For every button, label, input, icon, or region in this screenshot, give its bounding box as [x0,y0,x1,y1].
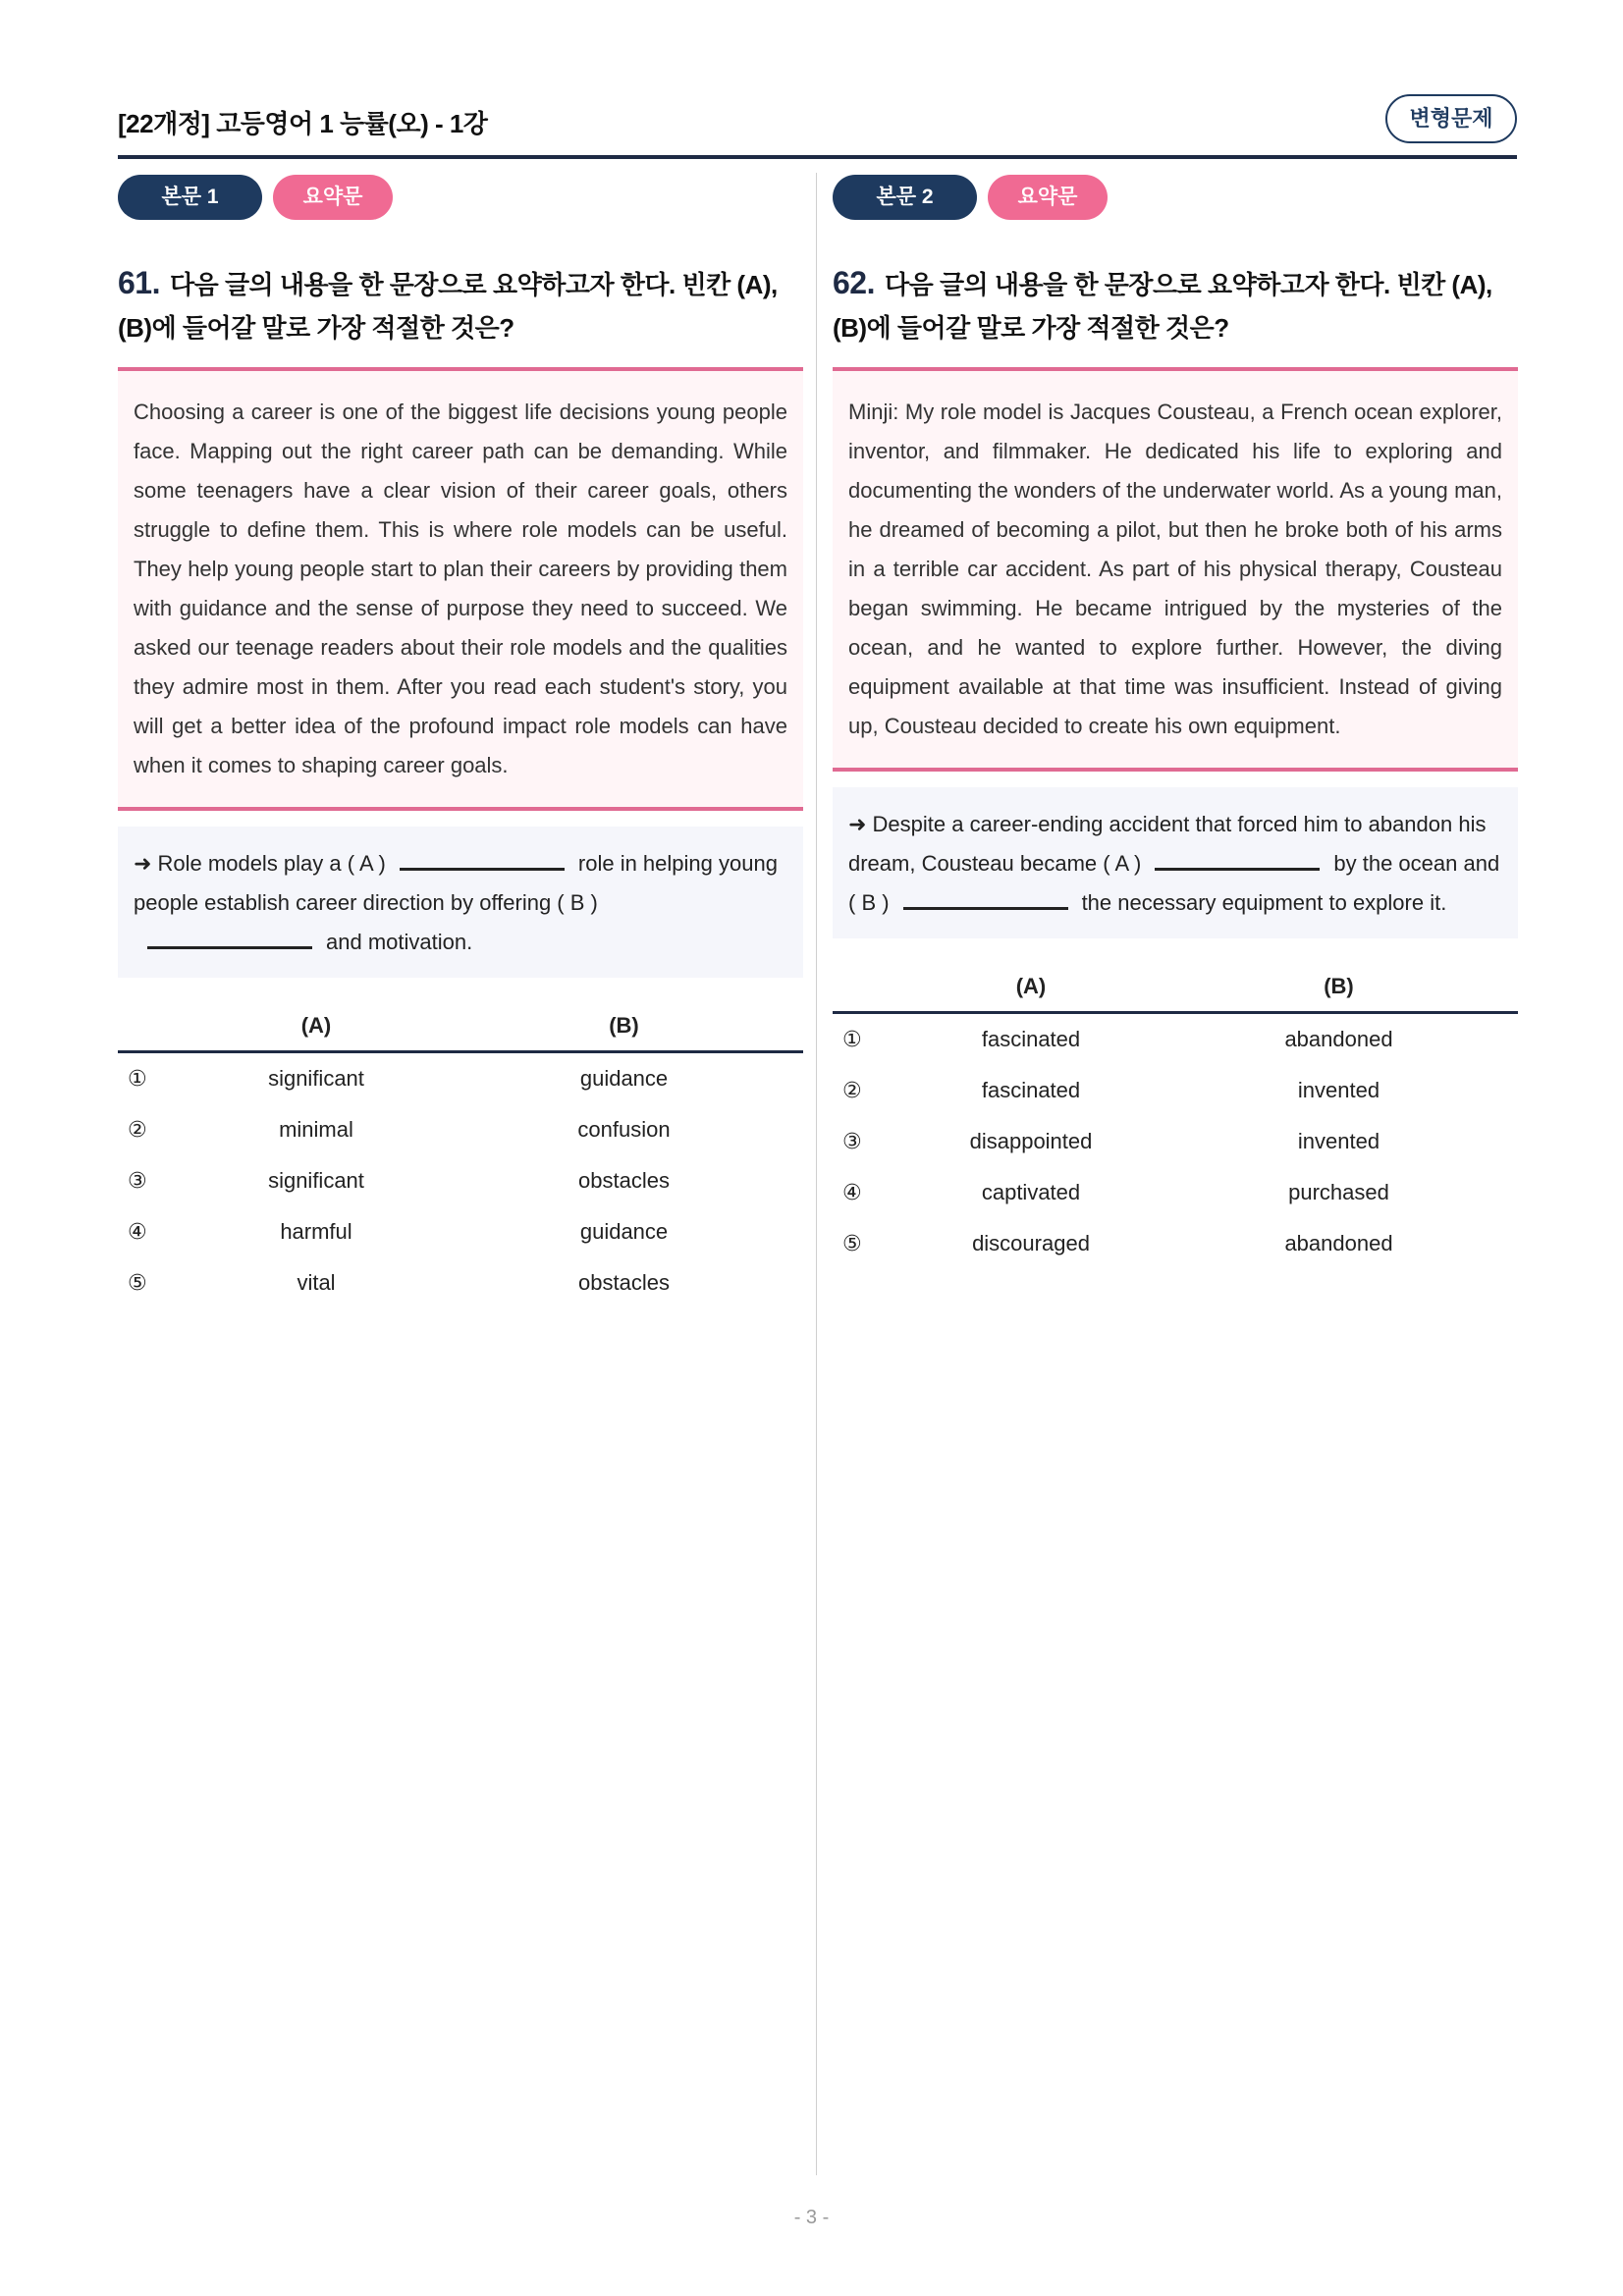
header-divider [118,155,1517,159]
choice-row[interactable] [118,1206,803,1257]
choice-a: vital [297,1270,336,1295]
page-number: - 3 - [793,2207,830,2228]
blank-a [1155,868,1320,871]
choice-row[interactable] [833,1116,1518,1167]
summary-text-1: ➜ Role models play a ( A ) [134,851,386,876]
blank-b [903,907,1068,910]
column-header-b: (B) [445,1001,803,1052]
choice-b: guidance [579,1066,669,1091]
choice-row[interactable] [833,1218,1518,1269]
question-prompt [833,261,1518,349]
summary-text-2: role in helping young people establish career direction by offering ( B ) [134,851,778,915]
summary-text-1: ➜ Despite a career-ending accident that forced him to abandon his dream, Cousteau became ( A ) [848,812,1487,876]
choice-b: confusion [577,1117,671,1142]
choice-number: ④ [128,1219,147,1245]
worksheet-title: [22개정] 고등영어 1 능률(오) - 1강 [118,109,488,138]
choice-row[interactable] [833,1167,1518,1218]
choice-a: disappointed [969,1129,1093,1153]
choice-row[interactable] [118,1155,803,1206]
question-column-1 [118,173,803,1308]
choice-a: harmful [280,1219,352,1244]
page-header [118,94,1517,159]
choice-a: discouraged [972,1231,1090,1255]
choice-number: ④ [842,1180,862,1205]
section-tags [118,173,803,222]
summary-box [833,787,1518,938]
choice-b: obstacles [578,1270,670,1295]
worksheet-type-badge: 변형문제 [1385,94,1517,143]
choice-number: ③ [128,1168,147,1194]
choices-header-row [833,962,1518,1013]
passage-label-pill: 본문 1 [118,175,262,220]
choices-table [833,962,1518,1269]
choice-number: ① [842,1027,862,1052]
question-number: 62. [833,265,875,300]
blank-b [147,946,312,949]
choice-a: fascinated [981,1078,1081,1102]
choice-a: captivated [981,1180,1081,1204]
choice-b: abandoned [1284,1231,1393,1255]
column-header-a: (A) [902,962,1160,1013]
choice-row[interactable] [118,1052,803,1105]
choice-b: abandoned [1284,1027,1393,1051]
question-column-2 [833,173,1518,1269]
passage-box: Choosing a career is one of the biggest life decisions young people face. Mapping out the right career path can be demanding. While some teenagers have a clear vision of their career goals, others struggle to define them. This is where role models can be useful. They help young people start to plan their careers by providing them with guidance and the sense of purpose they need to succeed. We asked our teenage readers about their role models and the qualities they admire most in them. After you read each student's story, you will get a better idea of the profound impact role models can have when it comes to shaping career goals. [118,367,803,811]
passage-box: Minji: My role model is Jacques Cousteau, a French ocean explorer, inventor, and filmmaker. He dedicated his life to exploring and documenting the wonders of the underwater world. As a young man, he dreamed of becoming a pilot, but then he broke both of his arms in a terrible car accident. As part of his physical therapy, Cousteau began swimming. He became intrigued by the mysteries of the ocean, and he wanted to explore further. However, the diving equipment available at that time was insufficient. Instead of giving up, Cousteau decided to create his own equipment. [833,367,1518,772]
choice-a: significant [268,1168,364,1193]
choice-number: ③ [842,1129,862,1154]
section-tags [833,173,1518,222]
choice-row[interactable] [118,1257,803,1308]
summary-box [118,827,803,978]
question-text: 다음 글의 내용을 한 문장으로 요약하고자 한다. 빈칸 (A), (B)에 들어갈 말로 가장 적절한 것은? [118,270,778,343]
question-text: 다음 글의 내용을 한 문장으로 요약하고자 한다. 빈칸 (A), (B)에 들어갈 말로 가장 적절한 것은? [833,270,1492,343]
choice-a: fascinated [981,1027,1081,1051]
passage-label-pill: 본문 2 [833,175,977,220]
choice-number: ② [128,1117,147,1143]
choice-row[interactable] [833,1013,1518,1066]
choices-header-row [118,1001,803,1052]
choice-number: ⑤ [842,1231,862,1256]
column-header-a: (A) [188,1001,445,1052]
question-type-pill: 요약문 [988,175,1108,220]
choice-b: invented [1297,1078,1380,1102]
question-prompt [118,261,803,349]
choice-row[interactable] [118,1104,803,1155]
summary-text-2: by the ocean and ( B ) [848,851,1500,915]
choice-b: guidance [579,1219,669,1244]
choice-number: ① [128,1066,147,1092]
choice-b: invented [1297,1129,1380,1153]
question-type-pill: 요약문 [273,175,393,220]
choice-number: ⑤ [128,1270,147,1296]
choice-a: significant [268,1066,364,1091]
choice-a: minimal [279,1117,353,1142]
blank-a [400,868,565,871]
choices-table [118,1001,803,1308]
choice-row[interactable] [833,1065,1518,1116]
summary-text-3: and motivation. [326,930,473,954]
choice-number: ② [842,1078,862,1103]
column-header-b: (B) [1160,962,1518,1013]
choice-b: obstacles [578,1168,670,1193]
column-divider [816,173,817,2175]
choice-b: purchased [1288,1180,1389,1204]
summary-text-3: the necessary equipment to explore it. [1081,890,1447,915]
question-number: 61. [118,265,160,300]
